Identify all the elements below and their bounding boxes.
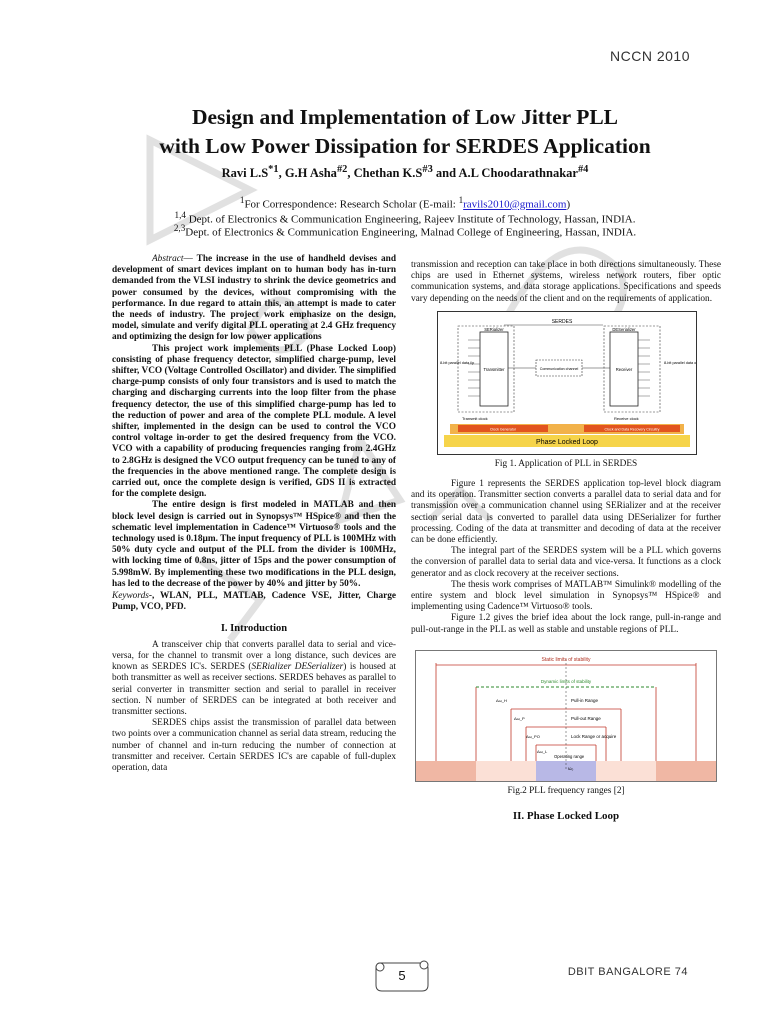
intro-p1-italic: SERializer DESerializer (251, 662, 344, 673)
keywords-sep: -, (148, 591, 160, 602)
intro-p1 (112, 640, 396, 718)
fig2-pullin-label: Pull-in Range (571, 697, 599, 703)
fig2-dp-label: Δω_P (514, 715, 525, 721)
aff1-sup: 1,4 (174, 210, 186, 220)
right-p3: The thesis work comprises of MATLAB™ Simulink® modelling of the entire system and block level simulation in Synopsys™ HSpice® and implementing using Cadence™ Virtuoso® tools. (411, 579, 721, 613)
abstract-p2: This project work implements PLL (Phase Locked Loop) consisting of phase frequency detector, simplified charge-pump, level shifter, VCO (Voltage Controlled Oscillator) and divider. The simplified charge-pump consists of only four transistors and is used to match the charging and discharging currents into the loop filter from the phase frequency detector, the use of this simplified charge-pump has led to the reduction of power and area of the complete PLL module. A level shifter, implemented in the design can be used to control the VCO control voltage in-order to get the desired frequency from the VCO. VCO with a capability of producing frequencies ranging from 2.4GHz to 2.8GHz is designed the VCO output frequency can be tuned to any of the frequencies in the above mentioned range. The complete design is carried out, once the complete design is verified, GDS II is extracted for the complete design. (112, 343, 396, 500)
abstract-dash: — (183, 254, 197, 264)
intro-p1-a: A transceiver chip that converts parallel data to serial and vice-versa, for the channel to transmit over a long distance, such devices are known as SERDES IC's. SERDES ( (112, 639, 396, 673)
fig1-receiver-label: Receiver (615, 366, 633, 372)
fig1-clock-gen-label: Clock Generator (489, 427, 517, 432)
intro-p1-b: ) is housed at both transmitter as well as receiver sections. SERDES behaves as parallel to serial converter in transmitter section and serial to parallel in receiver section. N number of SERDES can be integrated at both receiver and transmitter sections. (112, 662, 396, 717)
fig1-serdes-label: SERDES (551, 318, 573, 325)
author-sup: #2 (336, 164, 348, 175)
keywords (112, 591, 396, 613)
right-column (411, 260, 721, 822)
author-list (60, 164, 750, 181)
aff2-text: Dept. of Electronics & Communication Engineering, Malnad College of Engineering, Hassan, INDIA. (185, 226, 637, 239)
fig1-rx-clock: Receive clock (614, 415, 639, 421)
fig1-tx-clock: Transmit clock (462, 415, 488, 421)
figure-2-svg (416, 651, 716, 781)
section-heading-pll: II. Phase Locked Loop (512, 810, 620, 823)
figure-1-caption: Fig 1. Application of PLL in SERDES (494, 458, 638, 469)
author-name: and A.L Choodarathnakar (432, 166, 578, 181)
fig1-transmitter-label: Transmitter (483, 366, 505, 372)
fig2-dynamic-label: Dynamic limits of stability (540, 678, 592, 684)
right-p1: Figure 1 represents the SERDES application top-level block diagram and its operation. Transmitter section converts a parallel data to serial data and for transmission over a communication channel using SERializer and at the receiver section serial data is converted to parallel data using DESerializer for further processing. Coding of the data at transmitter and decoding of data at the receiver can be done efficiently. (411, 479, 721, 546)
abstract-label: Abstract (152, 254, 184, 264)
section-heading-introduction: I. Introduction (220, 622, 288, 634)
corr-sup: 1 (239, 195, 245, 205)
keywords-text: WLAN, PLL, MATLAB, Cadence VSE, Jitter, Charge Pump, VCO, PFD. (112, 591, 397, 613)
fig1-serializer-label: SERializer (484, 326, 504, 332)
corr-end: ) (566, 198, 571, 211)
fig2-unstable-left (416, 761, 476, 781)
fig1-deserializer-label: DESerializer (612, 326, 636, 332)
fig2-dh-label: Δω_H (496, 697, 507, 703)
aff1-text: Dept. of Electronics & Communication Engineering, Rajeev Institute of Technology, Hassan, INDIA. (185, 213, 636, 226)
figure-1-svg (438, 312, 696, 454)
fig1-input-label: 8-bit parallel data i/p (440, 360, 475, 365)
title-line-1: Design and Implementation of Low Jitter PLL (191, 105, 619, 129)
author-name: , G.H Asha (278, 166, 337, 181)
intro-p2: SERDES chips assist the transmission of parallel data between two points over a communication channel as serial data stream, reducing the number of channel and in-turn reducing the number of connection at transmitter and receiver. Certain SERDES IC's are capable of full-duplex operation, data (112, 718, 396, 773)
fig2-w0-label: ω₀ (568, 765, 574, 771)
page-number: 5 (398, 968, 406, 983)
abstract-p3: The entire design is first modeled in MATLAB and then block level design is carried out in Synopsys™ HSpice® and then the schematic level implementation in Cadence™ Virtuoso® tools and the technology used is 0.18µm. The input frequency of PLL is 100MHz with 50% duty cycle and output of the PLL from the divider is 100MHz, with locking time of 0.8ns, jitter of 15ps and the power consumption of 5.998mW. By implementing these two modifications in the PLL design, has led to the decrease of the power by 40% and jitter by 50%. (112, 500, 396, 589)
fig2-operating-label: Operating range (554, 753, 585, 759)
email-sup: 1 (458, 195, 464, 205)
figure-2-caption: Fig.2 PLL frequency ranges [2] (507, 785, 625, 796)
fig2-lock-label: Lock Range or acquire (571, 733, 617, 739)
corr-text: For Correspondence: Research Scholar (E-mail: (244, 198, 459, 211)
fig2-static-label: Static limits of stability (541, 656, 591, 663)
affiliation-2 (60, 223, 750, 239)
paper-title (60, 103, 750, 161)
fig1-clock-rec-label: Clock and Data Recovery Circuitry (604, 427, 660, 432)
fig1-channel-label: Communication channel (539, 366, 579, 371)
fig1-pll-label: Phase Locked Loop (536, 438, 598, 446)
fig2-dl-label: Δω_L (537, 748, 548, 754)
fig2-pullout-label: Pull-out Range (571, 715, 601, 721)
author-sup: #4 (577, 164, 589, 175)
author-sup: *1 (268, 164, 279, 175)
email-link[interactable]: ravils2010@gmail.com (463, 198, 567, 211)
author-sup: #3 (422, 164, 433, 175)
figure-1-serdes-diagram (437, 311, 697, 455)
figure-2-pll-ranges (415, 650, 717, 782)
left-column (112, 254, 396, 774)
correspondence-line (60, 195, 750, 211)
fig2-unstable-right (656, 761, 716, 781)
abstract-text-1: The increase in the use of handheld devises and development of smart devices implant on to human body has in-turn demanded from the VLSI industry to shrink the device geometrics and power consumed by the devices, without compromising with the performance. In due regard to attain this, an attempt is made to cater the needs of industry. The project work emphasize on the design, model, simulate and verify digital PLL operating at 2.4 GHz frequency and optimizing the design for low power applications (112, 254, 396, 343)
page-number-scroll (372, 957, 432, 993)
right-p2: The integral part of the SERDES system will be a PLL which governs the conversion of parallel data to serial data and vice-versa. It functions as a clock generator and as clock recovery at the receiver sections. (411, 546, 721, 579)
right-p4: Figure 1.2 gives the brief idea about the lock range, pull-in-range and pull-out-range in the PLL as well as stable and unstable regions of PLL. (411, 613, 721, 635)
aff2-sup: 2,3 (173, 223, 186, 233)
conference-header: NCCN 2010 (610, 48, 690, 64)
right-p0: transmission and reception can take place in both directions simultaneously. These chips are used in Ethernet systems, wireless network routers, fiber optic communication systems, and data storage applications. Specifications and speeds vary depending on the needs of the client and on the requirements of application. (411, 260, 721, 304)
author-name: Ravi L.S (221, 166, 269, 181)
title-line-2: with Low Power Dissipation for SERDES Application (159, 134, 651, 158)
abstract-p1 (112, 254, 396, 344)
fig2-dpo-label: Δω_PO (526, 733, 540, 739)
fig1-output-label: 8-bit parallel data o/p (664, 360, 696, 365)
keywords-label: Keywords (112, 591, 149, 602)
footer-venue: DBIT BANGALORE 74 (567, 966, 688, 978)
author-name: , Chethan K.S (347, 166, 423, 181)
